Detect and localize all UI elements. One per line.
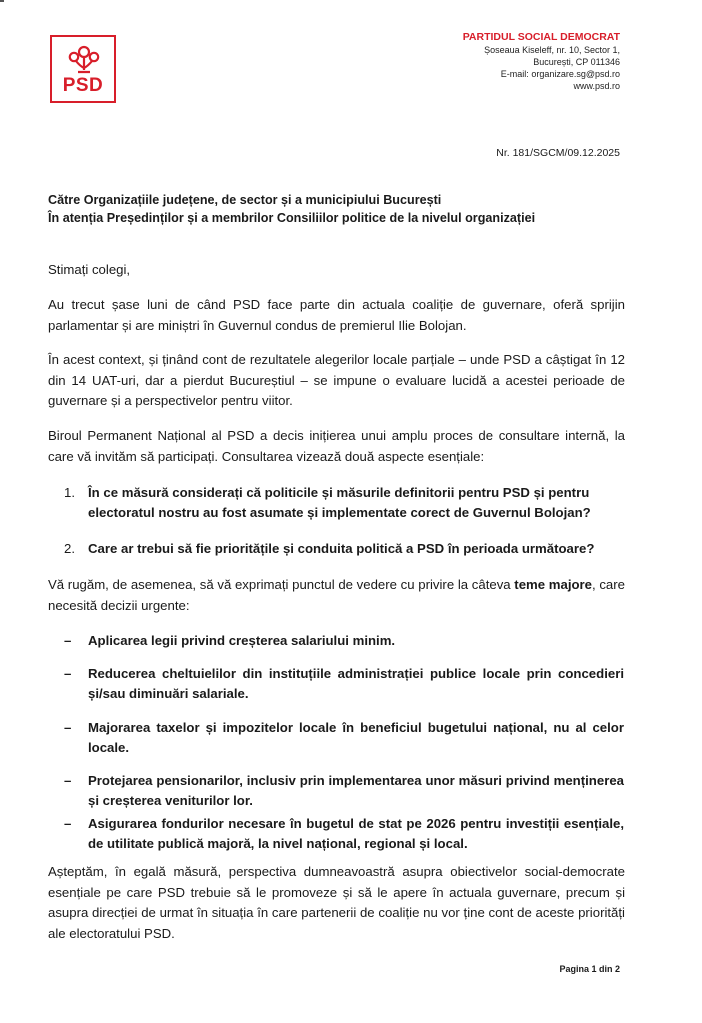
question-text: Care ar trebui să fie prioritățile și conduita politică a PSD în perioada următoare? <box>88 541 595 556</box>
addressee-line-2: În atenția Președinților și a membrilor Consiliilor politice de la nivelul organizației <box>48 211 536 225</box>
question-text: În ce măsură considerați că politicile și măsurile definitorii pentru PSD și pentru electoratul nostru au fost asumate și implementate corect de Guvernul Bolojan? <box>88 485 591 520</box>
page-number: Pagina 1 din 2 <box>559 964 620 974</box>
topic-dash: – <box>64 666 72 681</box>
question-item <box>64 483 624 522</box>
paragraph-1: Au trecut șase luni de când PSD face parte din actuala coaliție de guvernare, oferă sprijin parlamentar și are miniștri în Guvernul condus de premierul Ilie Bolojan. <box>48 297 625 333</box>
email-label: E-mail: <box>500 69 532 79</box>
greeting: Stimați colegi, <box>48 262 131 277</box>
topic-dash: – <box>64 773 72 788</box>
address-line-2: București, CP 011346 <box>533 57 620 67</box>
paragraph-3: Biroul Permanent Național al PSD a decis inițierea unui amplu proces de consultare internă, la care vă invităm să participați. Consultarea vizează două aspecte esențiale: <box>48 428 625 464</box>
paragraph-2: În acest context, și ținând cont de rezultatele alegerilor locale parțiale – unde PSD a câștigat în 12 din 14 UAT-uri, dar a pierdut Bucureștiul – se impune o evaluare lucidă a acestei perioade de guvernare și a perspectivelor pentru viitor. <box>48 352 625 408</box>
registration-number: Nr. 181/SGCM/09.12.2025 <box>496 147 620 159</box>
question-number: 1. <box>64 485 75 500</box>
address-line-1: Șoseaua Kiseleff, nr. 10, Sector 1, <box>484 45 620 55</box>
addressee-line-1: Către Organizațiile județene, de sector și a municipiului București <box>48 193 442 207</box>
topic-item <box>64 814 624 853</box>
topic-text: Aplicarea legii privind creșterea salariului minim. <box>88 633 396 648</box>
topic-text: Majorarea taxelor și impozitelor locale în beneficiul bugetului național, nu al celor locale. <box>88 720 624 755</box>
topic-item <box>64 664 624 703</box>
website-link[interactable]: www.psd.ro <box>573 81 620 91</box>
org-header <box>463 31 620 92</box>
question-item <box>64 539 624 559</box>
topics-intro <box>48 575 625 616</box>
psd-logo <box>50 35 116 103</box>
questions-list <box>64 483 624 559</box>
scan-mark <box>0 0 4 2</box>
topics-intro-end: , care necesită decizii urgente: <box>48 577 625 613</box>
closing-paragraph: Așteptăm, în egală măsură, perspectiva dumneavoastră asupra obiectivelor social-democrate esențiale pe care PSD trebuie să le promoveze și să le apere în actuala guvernare, precum și asupra direcției de urmat în situația în care partenerii de coaliție nu vor ține cont de aceste priorități ale electoratului PSD. <box>48 864 625 941</box>
topic-dash: – <box>64 720 72 735</box>
topic-text: Reducerea cheltuielilor din instituțiile administrației publice locale prin concedieri și/sau diminuări salariale. <box>88 666 624 701</box>
topic-dash: – <box>64 633 72 648</box>
topics-intro-bold: teme majore <box>514 577 592 592</box>
topic-item <box>64 718 624 757</box>
topic-item <box>64 771 624 810</box>
email-link[interactable]: organizare.sg@psd.ro <box>531 69 620 79</box>
rose-fist-icon <box>64 44 104 76</box>
email-line <box>463 68 620 80</box>
question-number: 2. <box>64 541 75 556</box>
topic-text: Protejarea pensionarilor, inclusiv prin implementarea unor măsuri privind menținerea și creșterea veniturilor lor. <box>88 773 624 808</box>
topics-intro-text: Vă rugăm, de asemenea, să vă exprimați punctul de vedere cu privire la câteva <box>48 577 515 592</box>
topic-text: Asigurarea fondurilor necesare în bugetul de stat pe 2026 pentru investiții esențiale, de utilitate publică majoră, la nivel național, regional și local. <box>88 816 624 851</box>
org-name: PARTIDUL SOCIAL DEMOCRAT <box>462 31 620 43</box>
topic-dash: – <box>64 816 72 831</box>
logo-text: PSD <box>62 75 104 96</box>
topic-item <box>64 631 624 651</box>
addressee <box>48 191 628 227</box>
